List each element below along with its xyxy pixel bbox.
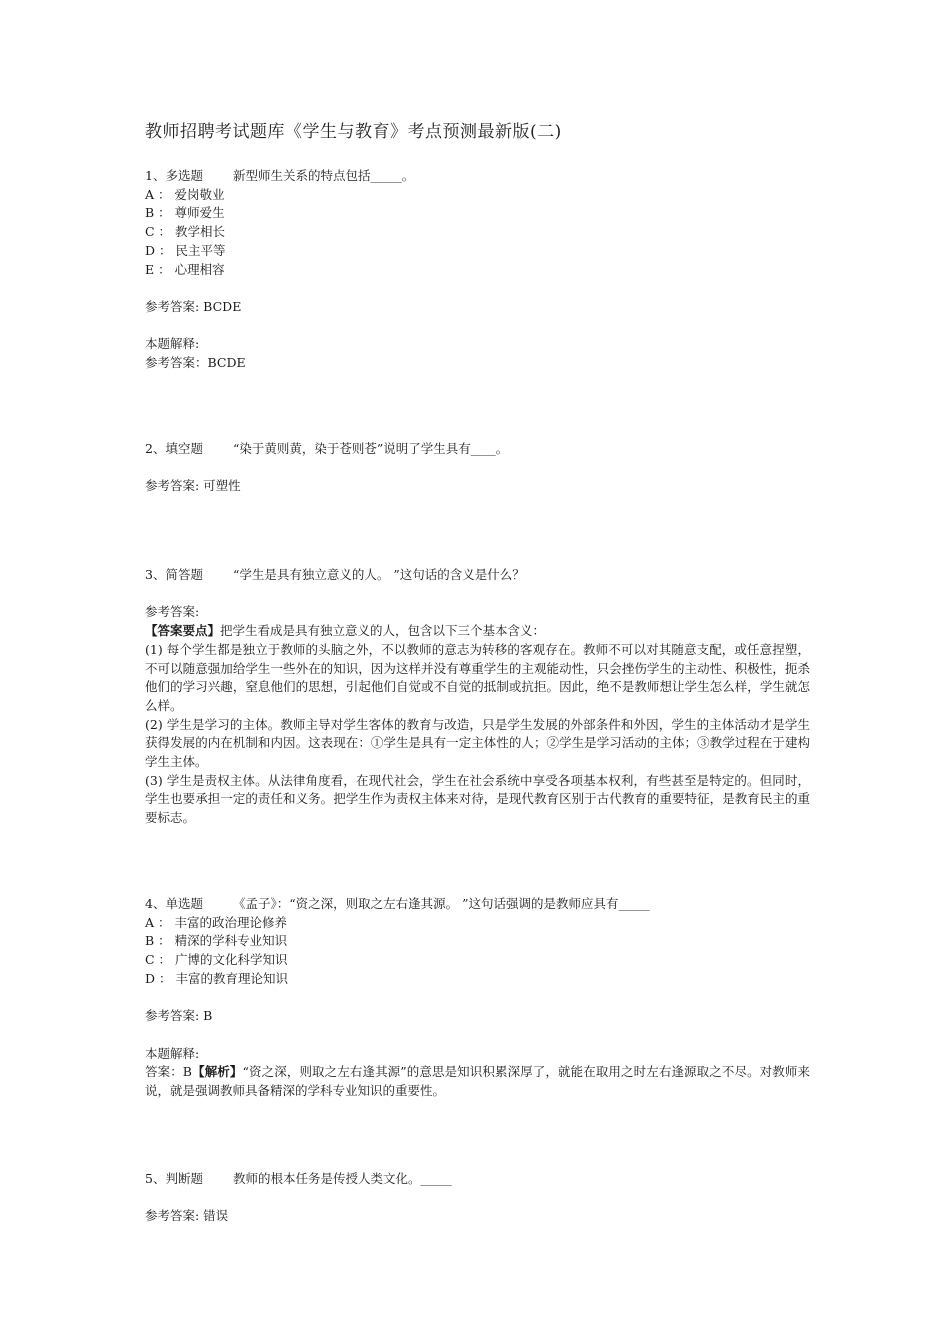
option-b: B ： 精深的学科专业知识: [145, 933, 288, 949]
option-d: D ： 丰富的教育理论知识: [145, 970, 288, 986]
option-b: B ： 尊师爱生: [145, 205, 225, 221]
question-stem: “学生是具有独立意义的人。 ”这句话的含义是什么？: [232, 567, 525, 582]
question-1: [145, 167, 810, 373]
option-c: C ： 教学相长: [145, 224, 226, 240]
question-header: [145, 167, 810, 186]
reference-answer: 参考答案: 可塑性: [145, 478, 241, 494]
answer-key-line: [145, 622, 810, 641]
explanation-label: 本题解释:: [145, 1045, 200, 1061]
explanation-body: “资之深，则取之左右逢其源”的意思是知识积累深厚了，就能在取用之时左右逢源取之不尽。对教师来说，就是强调教师具备精深的学科专业知识的重要性。: [145, 1064, 810, 1098]
question-header: [145, 1170, 810, 1189]
explanation-tag: 【解析】: [192, 1064, 243, 1080]
question-header: [145, 440, 810, 459]
question-number-type: 1、多选题: [145, 168, 203, 183]
question-header: [145, 566, 810, 585]
question-number-type: 4、单选题: [145, 896, 203, 911]
option-e: E ： 心理相容: [145, 261, 225, 277]
answer-point-2: (2) 学生是学习的主体。教师主导对学生客体的教育与改造，只是学生发展的外部条件和外因，学生的主体活动才是学生获得发展的内在机制和内因。这表现在：①学生是具有一定主体性的人；②学生是学习活动的主体；③教学过程在于建构学生主体。: [145, 716, 810, 770]
question-3: [145, 566, 810, 828]
reference-answer: 参考答案: 错误: [145, 1208, 229, 1224]
question-number-type: 2、填空题: [145, 441, 203, 456]
question-header: [145, 895, 810, 914]
option-d: D ： 民主平等: [145, 242, 226, 258]
reference-answer: 参考答案: BCDE: [145, 298, 242, 314]
question-stem: “染于黄则黄，染于苍则苍”说明了学生具有____。: [232, 441, 509, 456]
question-4: [145, 895, 810, 1101]
explanation-text: [145, 1063, 810, 1100]
option-a: A ： 爱岗敬业: [145, 186, 225, 202]
answer-key-text: 把学生看成是具有独立意义的人，包含以下三个基本含义：: [220, 623, 546, 639]
question-stem: 教师的根本任务是传授人类文化。_____: [232, 1171, 452, 1186]
answer-key-tag: 【答案要点】: [145, 623, 221, 639]
question-5: [145, 1170, 810, 1226]
document-title: 教师招聘考试题库《学生与教育》考点预测最新版(二): [145, 122, 562, 142]
reference-answer: 参考答案: B: [145, 1008, 213, 1024]
question-2: [145, 440, 810, 496]
answer-point-1: (1) 每个学生都是独立于教师的头脑之外，不以教师的意志为转移的客观存在。教师不可以对其随意支配，或任意捏塑，不可以随意强加给学生一些外在的知识，因为这样并没有尊重学生的主观能动性，只会挫伤学生的主动性、积极性，扼杀他们的学习兴趣，窒息他们的思想，引起他们自觉或不自觉的抵制或抗拒。因此，绝不是教师想让学生怎么样，学生就怎么样。: [145, 641, 810, 713]
question-number-type: 5、判断题: [145, 1171, 203, 1186]
question-stem: 《孟子》：“资之深，则取之左右逢其源。 ”这句话强调的是教师应具有_____: [232, 896, 650, 911]
answer-point-3: (3) 学生是责权主体。从法律角度看，在现代社会，学生在社会系统中享受各项基本权利，有些甚至是特定的。但同时，学生也要承担一定的责任和义务。把学生作为责权主体来对待，是现代教育区别于古代教育的重要特征，是教育民主的重要标志。: [145, 772, 810, 826]
explanation-text: 参考答案：BCDE: [145, 355, 246, 370]
explanation-prefix: 答案：B: [145, 1064, 192, 1080]
option-a: A ： 丰富的政治理论修养: [145, 914, 287, 930]
question-stem: 新型师生关系的特点包括_____。: [232, 168, 415, 183]
option-c: C ： 广博的文化科学知识: [145, 952, 288, 968]
question-number-type: 3、简答题: [145, 567, 203, 582]
explanation-label: 本题解释:: [145, 336, 200, 352]
reference-answer-label: 参考答案:: [145, 604, 200, 620]
